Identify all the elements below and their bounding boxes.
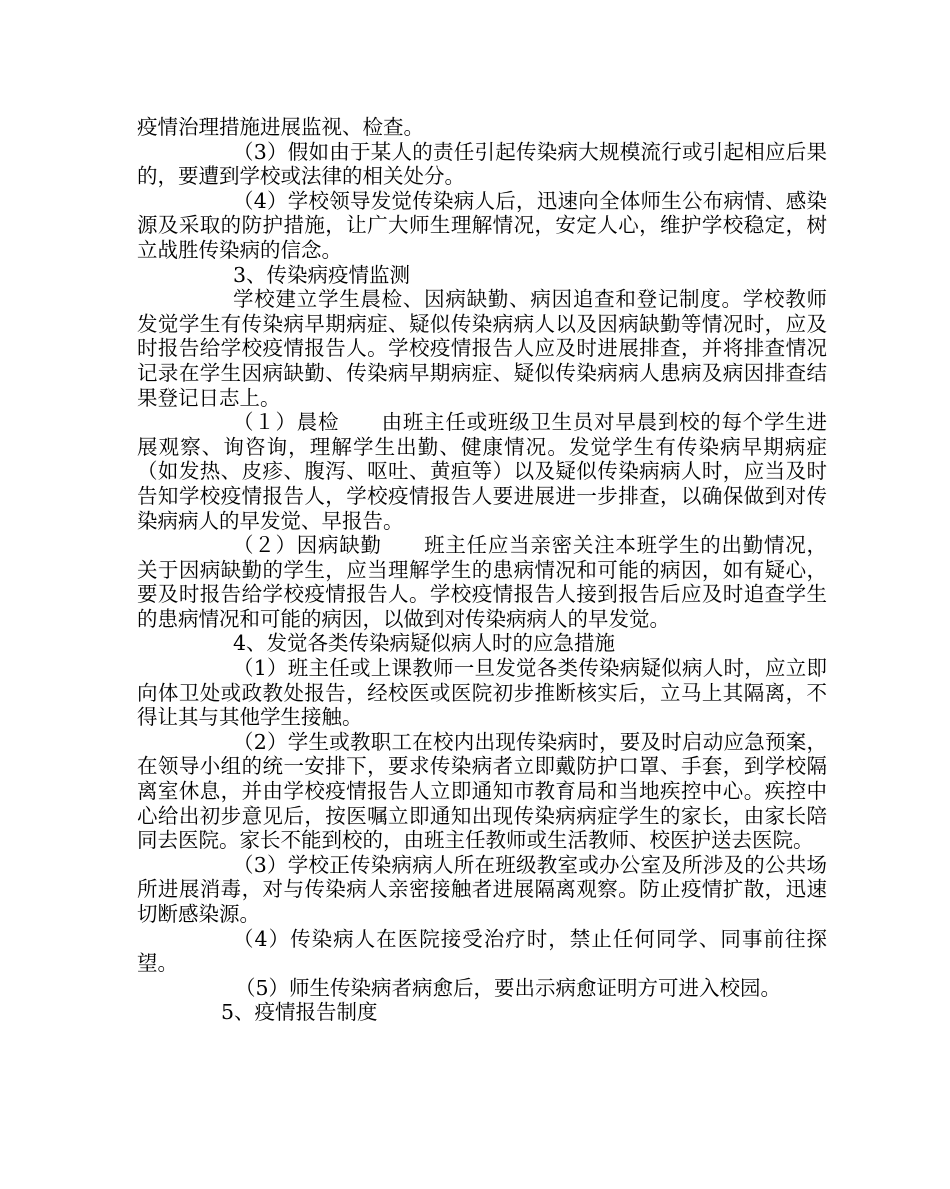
list-item-emergency-5: （5）师生传染病者病愈后，要出示病愈证明方可进入校园。 xyxy=(235,975,782,1000)
paragraph-continuation: 疫情治理措施进展监视、检查。 xyxy=(137,115,424,139)
list-item-morning-check: （１）晨检 由班主任或班级卫生员对早晨到校的每个学生进展观察、询咨询，理解学生出勤、健康情况。发觉学生有传染病早期病症（如发热、皮疹、腹泻、呕吐、黄疸等）以及疑似传染病病人时，应当及时告知学校疫情报告人，学校疫情报告人要进展进一步排查，以确保做到对传染病病人的早发觉、早报告。 xyxy=(137,410,827,533)
list-item-3: （3）假如由于某人的责任引起传染病大规模流行或引起相应后果的，要遭到学校或法律的相关处分。 xyxy=(137,139,827,189)
section-heading-3: 3、传染病疫情监测 xyxy=(233,262,411,287)
paragraph-monitoring: 学校建立学生晨检、因病缺勤、病因追查和登记制度。学校教师发觉学生有传染病早期病症、疑似传染病病人以及因病缺勤等情况时，应及时报告给学校疫情报告人。学校疫情报告人应及时进展排查，并将排查情况记录在学生因病缺勤、传染病早期病症、疑似传染病病人患病及病因排查结果登记日志上。 xyxy=(137,287,827,410)
list-item-emergency-4: （4）传染病人在医院接受治疗时，禁止任何同学、同事前往探望。 xyxy=(137,926,827,976)
document-body xyxy=(137,115,827,1025)
list-item-4: （4）学校领导发觉传染病人后，迅速向全体师生公布病情、感染源及采取的防护措施，让广大师生理解情况，安定人心，维护学校稳定，树立战胜传染病的信念。 xyxy=(137,188,827,262)
list-item-emergency-2: （2）学生或教职工在校内出现传染病时，要及时启动应急预案，在领导小组的统一安排下，要求传染病者立即戴防护口罩、手套，到学校隔离室休息，并由学校疫情报告人立即通知市教育局和当地疾控中心。疾控中心给出初步意见后，按医嘱立即通知出现传染病病症学生的家长，由家长陪同去医院。家长不能到校的，由班主任教师或生活教师、校医护送去医院。 xyxy=(137,729,827,853)
list-item-emergency-1: （1）班主任或上课教师一旦发觉各类传染病疑似病人时，应立即向体卫处或政教处报告，经校医或医院初步推断核实后，立马上其隔离，不得让其与其他学生接触。 xyxy=(137,656,827,730)
section-heading-5: 5、疫情报告制度 xyxy=(221,1000,378,1025)
section-heading-4: 4、发觉各类传染病疑似病人时的应急措施 xyxy=(233,631,616,656)
list-item-emergency-3: （3）学校正传染病病人所在班级教室或办公室及所涉及的公共场所进展消毒，对与传染病人亲密接触者进展隔离观察。防止疫情扩散，迅速切断感染源。 xyxy=(137,852,827,926)
list-item-sick-absence: （２）因病缺勤 班主任应当亲密关注本班学生的出勤情况，关于因病缺勤的学生，应当理解学生的患病情况和可能的病因，如有疑心，要及时报告给学校疫情报告人。学校疫情报告人接到报告后应及时追查学生的患病情况和可能的病因，以做到对传染病病人的早发觉。 xyxy=(137,533,827,631)
